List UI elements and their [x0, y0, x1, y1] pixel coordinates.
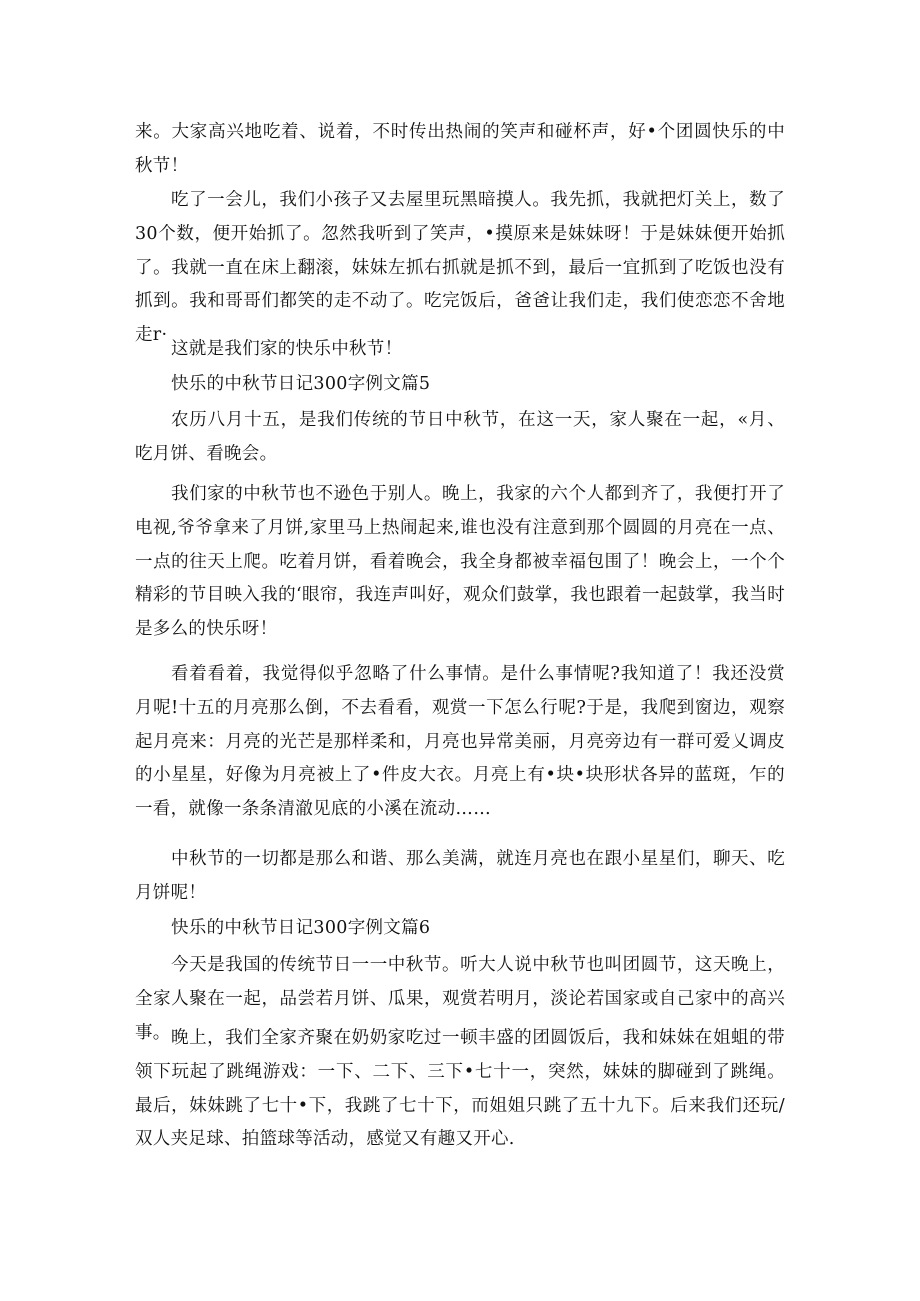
- paragraph-4: 农历八月十五，是我们传统的节日中秋节，在这一天，家人聚在一起，«月、吃月饼、看晚会。: [135, 410, 785, 464]
- section-heading-6: 快乐的中秋节日记300字例文篇6: [171, 918, 431, 938]
- paragraph-2: 吃了一会儿，我们小孩子又去屋里玩黑暗摸人。我先抓，我就把灯关上，数了30个数，便开始抓了。忽然我听到了笑声，•摸原来是妹妹呀！于是妹妹便开始抓了。我就一直在床上翻滚，妹妹左抓右抓就是抓不到，最后一宜抓到了吃饭也没有抓到。我和哥哥们都笑的走不动了。吃完饭后，爸爸让我们走，我们使恋恋不舍地走r·: [135, 190, 785, 346]
- paragraph-9: 晚上，我们全家齐聚在奶奶家吃过一顿丰盛的团圆饭后，我和妹妹在姐蛆的带领下玩起了跳绳游戏：一下、二下、三下•七十一，突然，妹妹的脚碰到了跳绳。最后，妹妹跳了七十•下，我跳了七十下，而姐姐只跳了五十九下。后来我们还玩/双人夹足球、拍篮球等活动，感觉又有趣又开心.: [135, 1028, 785, 1150]
- paragraph-7: 中秋节的一切都是那么和谐、那么美满，就连月亮也在跟小星星们，聊天、吃月饼呢！: [135, 849, 785, 903]
- paragraph-1: 来。大家高兴地吃着、说着，不时传出热闹的笑声和碰杯声，好•个团圆快乐的中秋节！: [135, 122, 785, 176]
- paragraph-5: 我们家的中秋节也不逊色于别人。晚上，我家的六个人都到齐了，我便打开了电视,爷爷拿来了月饼,家里马上热闹起来,谁也没有注意到那个圆圆的月亮在一点、一点的往天上爬。吃着月饼，看着晚会，我全身都被幸福包围了！晚会上，一个个精彩的节目映入我的‘眼帘，我连声叫好，观众们鼓掌，我也跟着一起鼓掌，我当时是多么的快乐呀！: [135, 484, 785, 640]
- paragraph-6: 看着看着，我觉得似乎忽略了什么事情。是什么事情呢?我知道了！我还没赏月呢!十五的月亮那么倒，不去看看，观赏一下怎么行呢?于是，我爬到窗边，观察起月亮来：月亮的光芒是那样柔和，月亮也异常美丽，月亮旁边有一群可爱乂调皮的小星星，好像为月亮被上了•件皮大衣。月亮上有•块•块形状各异的蓝斑，乍的一看，就像一条条清澈见底的小溪在流动……: [135, 664, 785, 820]
- paragraph-3: 这就是我们家的快乐中秋节！: [171, 339, 403, 359]
- section-heading-5: 快乐的中秋节日记300字例文篇5: [171, 374, 431, 394]
- paragraph-8: 今天是我国的传统节日一一中秋节。听大人说中秋节也叫团圆节，这天晚上，全家人聚在一起，品尝若月饼、瓜果，观赏若明月，淡论若国家或自己家中的高兴事。: [135, 955, 785, 1043]
